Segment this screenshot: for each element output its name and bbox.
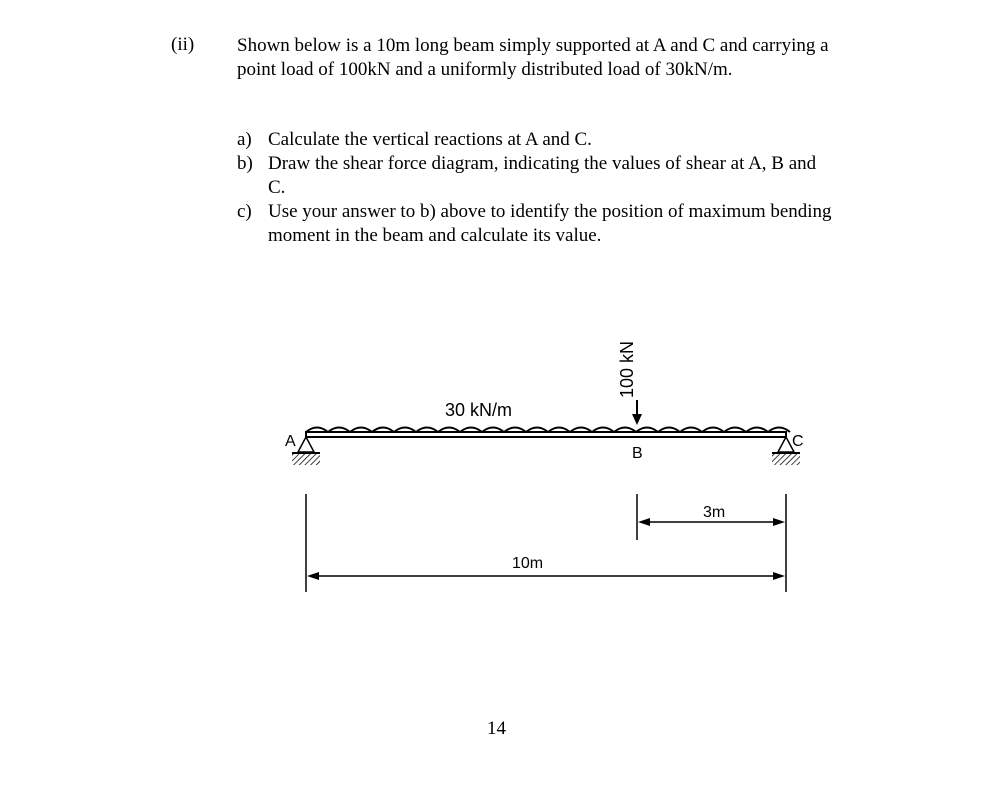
dim-span	[307, 572, 785, 580]
page-number: 14	[487, 718, 506, 739]
dim-span-label: 10m	[512, 555, 544, 572]
question-intro: Shown below is a 10m long beam simply supported at A and C and carrying a point load of 100kN and a uniformly distributed load of 30kN/m.	[237, 35, 829, 80]
udl-label: 30 kN/m	[445, 400, 513, 420]
part-b-label: b)	[237, 153, 253, 174]
part-c-text: Use your answer to b) above to identify the position of maximum bending moment in the beam and calculate its value.	[268, 201, 832, 246]
part-a-label: a)	[237, 129, 252, 150]
dim-bc-label: 3m	[703, 504, 726, 521]
label-c: C	[792, 433, 804, 450]
beam	[306, 432, 786, 437]
question-number: (ii)	[171, 34, 195, 55]
label-a: A	[285, 433, 296, 450]
point-load-label: 100 kN	[617, 340, 637, 398]
part-a-text: Calculate the vertical reactions at A and C.	[268, 129, 592, 150]
part-b-text: Draw the shear force diagram, indicating the values of shear at A, B and C.	[268, 153, 817, 198]
label-b: B	[632, 445, 643, 462]
part-c-label: c)	[237, 201, 252, 222]
support-a	[292, 437, 320, 465]
point-load-arrow	[632, 400, 642, 425]
